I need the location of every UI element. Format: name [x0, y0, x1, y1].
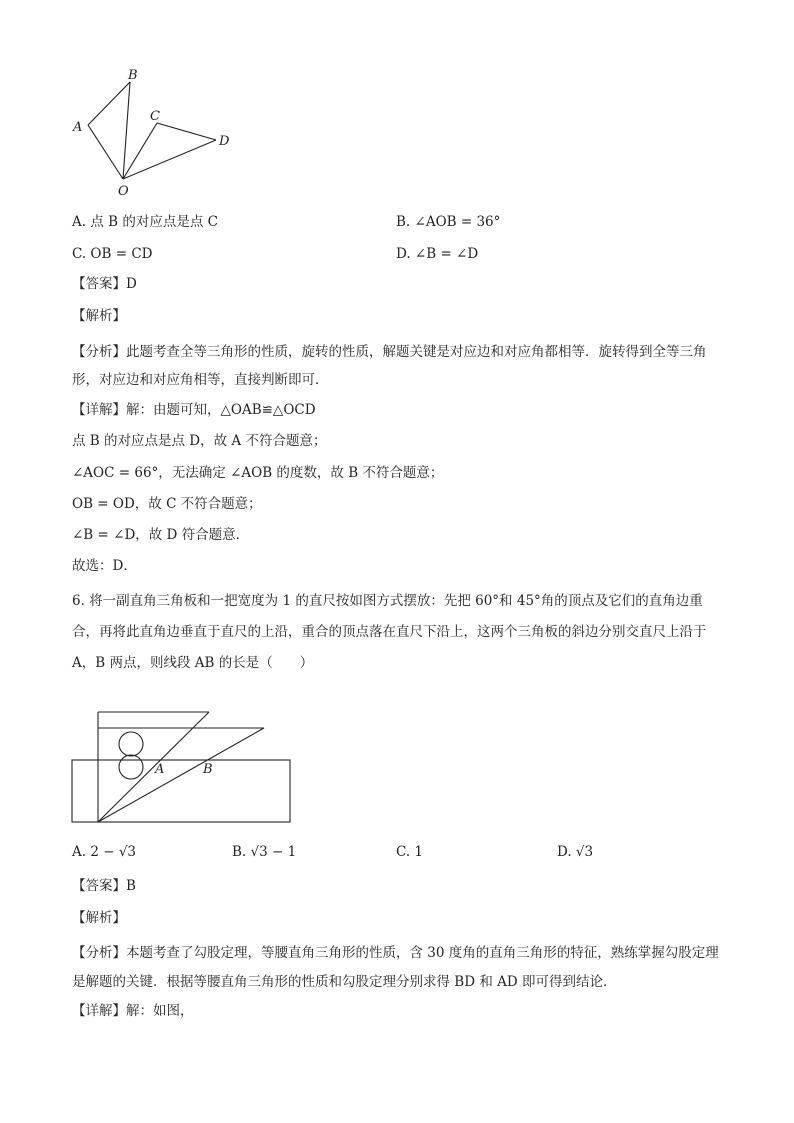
q5-detail-line-3: ∠AOC = 66°，无法确定 ∠AOB 的度数，故 B 不符合题意； — [72, 465, 444, 481]
q5-detail-line-4: OB = OD，故 C 不符合题意； — [72, 496, 262, 512]
ruler — [72, 760, 290, 822]
q6-option-a: A. 2 − √3 — [72, 844, 137, 860]
q5-detail-line-5: ∠B = ∠D，故 D 符合题意． — [72, 527, 250, 543]
q5-option-c: C. OB = CD — [72, 246, 153, 262]
segment-do — [123, 140, 216, 179]
q5-analysis-heading: 【解析】 — [72, 308, 126, 324]
label-o: O — [118, 184, 129, 199]
segment-cd — [157, 123, 216, 140]
segment-ab — [88, 82, 130, 125]
label-d: D — [219, 134, 230, 149]
triangle-45-hypotenuse — [98, 728, 264, 822]
segment-bo — [123, 82, 130, 179]
rotation-figure — [66, 62, 246, 204]
q5-option-d: D. ∠B = ∠D — [396, 246, 479, 262]
circle-upper — [119, 732, 143, 756]
q5-detail-line-6: 故选：D． — [72, 558, 137, 574]
label-b: B — [128, 68, 138, 83]
label-b: B — [203, 762, 213, 777]
label-c: C — [150, 109, 160, 124]
q6-option-b: B. √3 − 1 — [232, 844, 297, 860]
q6-analysis-heading: 【解析】 — [72, 910, 126, 926]
circle-lower — [119, 755, 143, 779]
ruler-triangles-figure — [66, 704, 300, 832]
q6-analysis-text: 【分析】本题考查了勾股定理，等腰直角三角形的性质，含 30 度角的直角三角形的特征，熟练掌握勾股定理是解题的关键．根据等腰直角三角形的性质和勾股定理分别求得 BD 和 AD 即可得到结论． — [72, 945, 719, 990]
q5-answer: 【答案】D — [72, 276, 137, 292]
q5-analysis-text: 【分析】此题考查全等三角形的性质，旋转的性质，解题关键是对应边和对应角都相等．旋转得到全等三角形，对应边和对应角相等，直接判断即可． — [72, 344, 707, 388]
q5-detail-line-1: 【详解】解：由题可知，△OAB≌△OCD — [72, 402, 316, 418]
q5-option-b: B. ∠AOB = 36° — [396, 214, 501, 230]
q5-option-a: A. 点 B 的对应点是点 C — [72, 214, 218, 230]
segment-ao — [88, 125, 123, 179]
q6-answer: 【答案】B — [72, 878, 136, 894]
q6-stem: 6. 将一副直角三角板和一把宽度为 1 的直尺按如图方式摆放：先把 60°和 45°角的顶点及它们的直角边重合，再将此直角边垂直于直尺的上沿，重合的顶点落在直尺下沿上，这两个三角板的斜边分别交直尺上沿于 A，B 两点，则线段 AB 的长是（ ） — [72, 593, 707, 671]
q5-detail-line-2: 点 B 的对应点是点 D，故 A 不符合题意； — [72, 433, 327, 449]
label-a: A — [155, 762, 165, 777]
segment-co — [123, 123, 157, 179]
q6-detail-start: 【详解】解：如图， — [72, 1003, 194, 1019]
label-a: A — [73, 120, 83, 135]
q6-option-c: C. 1 — [396, 844, 424, 860]
q6-option-d: D. √3 — [557, 844, 594, 860]
